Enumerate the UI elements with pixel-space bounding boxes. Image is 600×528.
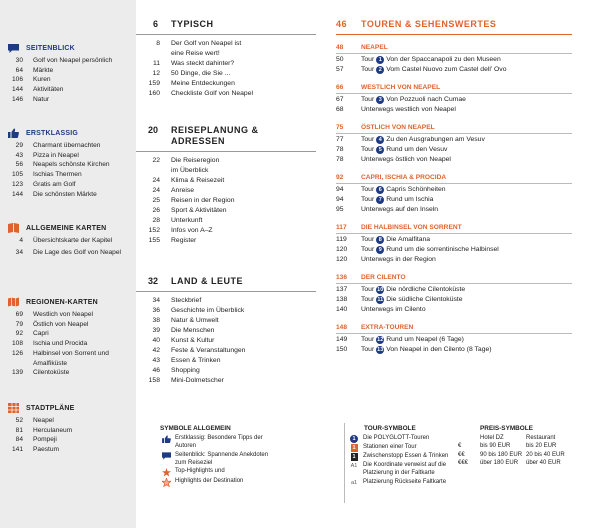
section-title: STADTPLÄNE: [26, 404, 75, 412]
sidebar-entry[interactable]: 123 Gratis am Golf: [11, 180, 76, 188]
toc-entry[interactable]: 26 Sport & Aktivitäten: [152, 207, 227, 214]
section-title: REGIONEN-KARTEN: [26, 298, 98, 306]
sidebar-entry[interactable]: 79 Östlich von Neapel: [15, 320, 89, 328]
toc-entry[interactable]: 22 Die Reiseregion: [152, 157, 220, 164]
chapter-reiseplanung: [136, 125, 316, 246]
sidebar-entry[interactable]: 43 Pizza in Neapel: [15, 151, 79, 159]
station-icon: 1: [352, 445, 356, 452]
tour-entry[interactable]: 78 Tour 5 Rund um den Vesuv: [336, 146, 448, 153]
section-title: ERSTKLASSIG: [26, 129, 78, 137]
toc-entry[interactable]: 159 Meine Entdeckungen: [148, 80, 235, 87]
toc-entry[interactable]: 140 Unterwegs im Cilento: [336, 306, 426, 313]
sidebar-entry[interactable]: 144 Die schönsten Märkte: [11, 190, 97, 198]
chapter-typisch: [136, 19, 316, 99]
sidebar-entry[interactable]: 106 Kuren: [11, 76, 51, 84]
sidebar-entry[interactable]: 69 Westlich von Neapel: [15, 311, 93, 318]
food-stop-icon: 1: [352, 454, 356, 461]
toc-entry[interactable]: 25 Reisen in der Region: [152, 197, 235, 204]
legend-symbole-allgemein: [160, 425, 330, 487]
tour-entry[interactable]: 57 Tour 2 Vom Castel Nuovo zum Castel dell’ Ovo: [336, 66, 507, 73]
speech-bubble-icon: [160, 451, 172, 460]
tour-number-badge: 1: [376, 56, 384, 64]
toc-entry[interactable]: 155 Register: [148, 237, 197, 244]
thumbs-up-icon: [160, 434, 172, 443]
toc-entry[interactable]: 36 Geschichte im Überblick: [152, 307, 245, 314]
chapter-number[interactable]: 6: [152, 19, 158, 29]
toc-entry[interactable]: 8 Der Golf von Neapel ist: [156, 40, 242, 47]
region-heading[interactable]: 117 DIE HALBINSEL VON SORRENT: [336, 223, 572, 234]
legend-item: A1 Die Koordinate verweist auf die Platzierung in der Faltkarte: [348, 461, 473, 477]
toc-entry[interactable]: 68 Unterwegs westlich von Neapel: [336, 106, 456, 113]
tour-region: [336, 323, 572, 355]
region-heading[interactable]: 48 NEAPEL: [336, 43, 572, 54]
sidebar-entry[interactable]: 126 Halbinsel von Sorrent und Amalfiküste: [11, 349, 109, 367]
sidebar-entry[interactable]: 30 Golf von Neapel persönlich: [15, 57, 113, 64]
price-row: €€ 90 bis 180 EUR 20 bis 40 EUR: [458, 451, 565, 458]
chapter-title[interactable]: TYPISCH: [171, 19, 214, 29]
chapter-number[interactable]: 20: [147, 125, 158, 135]
region-heading[interactable]: 75 ÖSTLICH VON NEAPEL: [336, 123, 572, 134]
tour-region: [336, 173, 572, 215]
book-icon: [8, 223, 21, 233]
sidebar-entry[interactable]: 92 Capri: [15, 330, 49, 338]
toc-entry[interactable]: 78 Unterwegs östlich von Neapel: [336, 156, 451, 163]
tour-entry[interactable]: 137 Tour 10 Die nördliche Cilentoküste: [336, 286, 466, 293]
legend-item: Top-Highlights und: [160, 467, 330, 477]
tour-entry[interactable]: 120 Tour 9 Rund um die sorrentinische Halbinsel: [336, 246, 499, 253]
tour-number-badge: 5: [376, 146, 384, 154]
legend-item: Seitenblick: Spannende Anekdoten zum Reiseziel: [160, 451, 330, 467]
legend-item: 1 Die POLYGLOTT-Touren: [348, 434, 473, 443]
star-icon: [160, 467, 172, 477]
tour-region: [336, 273, 572, 315]
price-header: Hotel DZ Restaurant: [480, 435, 556, 442]
tour-number-badge: 2: [376, 66, 384, 74]
map-marker-icon: [8, 297, 21, 307]
chapter-title[interactable]: TOUREN & SEHENSWERTES: [361, 19, 497, 29]
toc-entry[interactable]: 42 Feste & Veranstaltungen: [152, 347, 246, 354]
coordinate-icon: A1: [350, 463, 358, 470]
chapter-number[interactable]: 46: [336, 19, 348, 29]
sidebar-section-erstklassig: [8, 127, 134, 199]
chapter-touren: [336, 19, 572, 355]
city-map-icon: [8, 403, 21, 413]
chapter-title[interactable]: LAND & LEUTE: [171, 276, 243, 286]
tour-region: [336, 123, 572, 165]
tour-number-badge: 13: [377, 347, 384, 353]
sidebar-entry[interactable]: 29 Charmant übernachten: [15, 142, 101, 149]
legend-item: 1 Stationen einer Tour: [348, 443, 473, 452]
toc-entry[interactable]: 28 Unterkunft: [152, 217, 203, 224]
toc-entry[interactable]: 40 Kunst & Kultur: [152, 337, 215, 344]
toc-entry[interactable]: 152 Infos von A–Z: [148, 227, 213, 234]
toc-entry[interactable]: 95 Unterwegs auf den Inseln: [336, 206, 439, 213]
tour-entry[interactable]: 50 Tour 1 Von der Spaccanapoli zu den Museen: [336, 56, 501, 63]
sidebar-entry[interactable]: 4 Übersichtskarte der Kapitel: [19, 237, 113, 244]
tour-number-badge: 10: [377, 287, 384, 293]
thumbs-up-icon: [8, 128, 21, 138]
tour-region: [336, 43, 572, 75]
tour-entry[interactable]: 94 Tour 6 Capris Schönheiten: [336, 186, 446, 193]
toc-entry[interactable]: 158 Mini-Dolmetscher: [148, 377, 224, 384]
tour-badge-icon: 1: [348, 434, 360, 443]
tour-entry[interactable]: 67 Tour 3 Von Pozzuoli nach Cumae: [336, 96, 466, 103]
sidebar-section-stadtplaene: [8, 402, 134, 455]
sidebar-entry[interactable]: 64 Märkte: [15, 66, 54, 74]
tour-region: [336, 83, 572, 115]
sidebar-entry[interactable]: 108 Ischia und Procida: [11, 340, 88, 348]
tour-entry[interactable]: 77 Tour 4 Zu den Ausgrabungen am Vesuv: [336, 136, 485, 143]
region-heading[interactable]: 92 CAPRI, ISCHIA & PROCIDA: [336, 173, 572, 184]
toc-entry[interactable]: 43 Essen & Trinken: [152, 357, 221, 364]
toc-entry[interactable]: 24 Anreise: [152, 187, 195, 194]
legend-item: Erstklassig: Besondere Tipps der Autoren: [160, 434, 330, 450]
section-title: SEITENBLICK: [26, 44, 75, 52]
toc-entry[interactable]: 38 Natur & Umwelt: [152, 317, 219, 324]
toc-entry[interactable]: 39 Die Menschen: [152, 327, 215, 334]
region-heading[interactable]: 136 DER CILENTO: [336, 273, 572, 284]
sidebar-entry[interactable]: 146 Natur: [11, 95, 50, 103]
star-outline-icon: [160, 477, 172, 487]
price-row: € bis 90 EUR bis 20 EUR: [458, 443, 557, 450]
tour-number-badge: 3: [376, 96, 384, 104]
legend-title: PREIS-SYMBOLE: [480, 425, 533, 432]
section-title: ALLGEMEINE KARTEN: [26, 224, 107, 232]
tour-number-badge: 4: [376, 136, 384, 144]
toc-entry[interactable]: im Überblick: [171, 167, 209, 174]
chapter-number[interactable]: 32: [147, 276, 158, 286]
tour-number-badge: 8: [376, 236, 384, 244]
tour-entry[interactable]: 94 Tour 7 Rund um Ischia: [336, 196, 434, 203]
tour-number-badge: 11: [377, 297, 384, 303]
toc-entry[interactable]: eine Reise wert!: [171, 50, 220, 57]
price-row: €€€ über 180 EUR über 40 EUR: [458, 459, 561, 466]
tour-entry[interactable]: 138 Tour 11 Die südliche Cilentoküste: [336, 296, 463, 303]
legend-title: SYMBOLE ALLGEMEIN: [160, 425, 231, 432]
legend-item: 1 Zwischenstopp Essen & Trinken: [348, 452, 473, 461]
sidebar-entry[interactable]: 105 Ischias Thermen: [11, 171, 82, 179]
speech-bubble-icon: [8, 44, 21, 53]
legend-item: Highlights der Destination: [160, 477, 330, 487]
legend-item: a1 Platzierung Rückseite Faltkarte: [348, 478, 473, 487]
tour-number-badge: 9: [376, 246, 384, 254]
chapter-land-und-leute: [136, 276, 316, 386]
region-heading[interactable]: 66 WESTLICH VON NEAPEL: [336, 83, 572, 94]
toc-entry[interactable]: 11 Was steckt dahinter?: [152, 60, 235, 67]
tour-entry[interactable]: 149 Tour 12 Rund um Neapel (6 Tage): [336, 336, 464, 343]
toc-entry[interactable]: 120 Unterwegs in der Region: [336, 256, 436, 263]
sidebar-entry[interactable]: 84 Pompeji: [15, 436, 57, 444]
toc-entry[interactable]: 12 50 Dinge, die Sie ...: [152, 70, 231, 77]
legend-preis-symbole: [458, 425, 598, 467]
sidebar-section-seitenblick: [8, 42, 134, 105]
legend-divider: [344, 423, 345, 503]
toc-entry[interactable]: 160 Checkliste Golf von Neapel: [148, 90, 253, 97]
sidebar-section-karten: [8, 222, 134, 257]
legend-title: TOUR-SYMBOLE: [364, 425, 416, 432]
tour-number-badge: 7: [376, 196, 384, 204]
sidebar-entry[interactable]: 144 Aktivitäten: [11, 86, 64, 94]
sidebar-entry[interactable]: 81 Herculaneum: [15, 426, 73, 434]
region-heading[interactable]: 148 EXTRA-TOUREN: [336, 323, 572, 334]
tour-entry[interactable]: 119 Tour 8 Die Amalfitana: [336, 236, 431, 243]
sidebar-entry[interactable]: 141 Paestum: [11, 446, 60, 454]
toc-entry[interactable]: 46 Shopping: [152, 367, 200, 374]
sidebar-entry[interactable]: 34 Die Lage des Golf von Neapel: [15, 248, 121, 256]
sidebar-entry[interactable]: 139 Cilentoküste: [11, 369, 70, 377]
toc-entry[interactable]: 34 Steckbrief: [152, 297, 202, 304]
sidebar-entry[interactable]: 56 Neapels schönste Kirchen: [15, 161, 110, 169]
sidebar: [0, 0, 136, 528]
tour-entry[interactable]: 150 Tour 13 Von Neapel in den Cilento (8 Tage): [336, 346, 492, 353]
sidebar-section-regionen: [8, 296, 134, 378]
legend-tour-symbole: [348, 425, 473, 487]
tour-number-badge: 6: [376, 186, 384, 194]
coordinate-back-icon: a1: [350, 479, 358, 486]
toc-entry[interactable]: 24 Klima & Reisezeit: [152, 177, 225, 184]
sidebar-entry[interactable]: 52 Neapel: [15, 417, 54, 424]
tour-region: [336, 223, 572, 265]
chapter-title[interactable]: REISEPLANUNG & ADRESSEN: [171, 125, 259, 146]
tour-number-badge: 12: [377, 337, 384, 343]
